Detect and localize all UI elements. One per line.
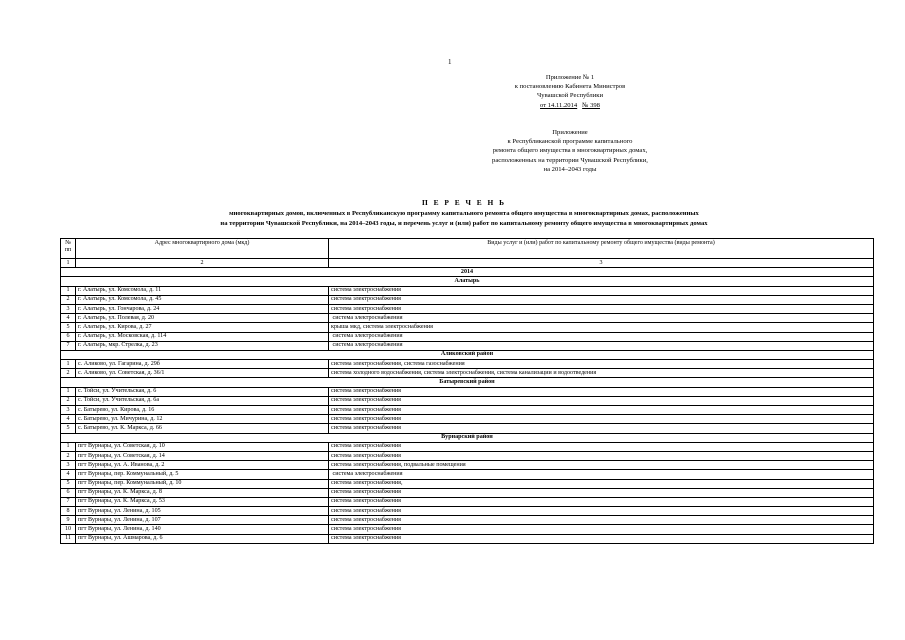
column-number-row [61,259,874,268]
row-works: система электроснабжения, подвальные помещения [329,461,874,470]
row-works: система электроснабжения [329,332,874,341]
row-works: система электроснабжения [329,442,874,451]
row-number: 11 [61,534,76,543]
row-works: система электроснабжения [329,341,874,350]
row-address: г. Алатырь, мкр. Стрелка, д. 23 [76,341,329,350]
column-number-1: 1 [61,259,76,268]
row-address: г. Алатырь, ул. Комсомола, д. 11 [76,286,329,295]
section-row [61,433,874,442]
row-works: система электроснабжения [329,525,874,534]
row-works: система электроснабжения [329,497,874,506]
row-number: 4 [61,415,76,424]
column-number-2: 2 [76,259,329,268]
row-address: с. Тойси, ул. Учительская, д. 6 [76,387,329,396]
table-row [61,424,874,433]
table-row [61,396,874,405]
row-works: система электроснабжения [329,534,874,543]
row-number: 10 [61,525,76,534]
row-address: с. Аликово, ул. Советская, д. 36/1 [76,369,329,378]
appendix-decree-block [460,73,680,110]
section-row [61,277,874,286]
row-number: 1 [61,286,76,295]
row-address: с. Аликово, ул. Гагарина, д. 29б [76,360,329,369]
table-row [61,451,874,460]
section-name: Алатырь [61,277,874,286]
row-works: система электроснабжения [329,424,874,433]
row-works: система электроснабжения [329,286,874,295]
table-row [61,470,874,479]
appendix-decree-line4 [460,101,680,110]
row-works: система электроснабжения [329,304,874,313]
row-number: 5 [61,479,76,488]
row-number: 1 [61,442,76,451]
row-number: 6 [61,488,76,497]
row-address: пгт Вурнары, ул. А. Иванова, д. 2 [76,461,329,470]
row-number: 7 [61,341,76,350]
row-address: пгт Вурнары, ул. Ленина, д. 105 [76,507,329,516]
row-number: 4 [61,314,76,323]
table-row [61,360,874,369]
row-number: 9 [61,516,76,525]
table-row [61,415,874,424]
section-name: Аликовский район [61,350,874,359]
table-row [61,387,874,396]
row-works: система электроснабжения [329,314,874,323]
row-number: 4 [61,470,76,479]
section-row [61,350,874,359]
row-address: пгт Вурнары, ул. К. Маркса, д. 53 [76,497,329,506]
year-row [61,268,874,277]
row-number: 7 [61,497,76,506]
row-number: 8 [61,507,76,516]
row-number: 3 [61,461,76,470]
row-number: 6 [61,332,76,341]
header-no: № пп [61,239,76,259]
row-number: 5 [61,424,76,433]
table-row [61,479,874,488]
row-address: г. Алатырь, ул. Кирова, д. 27 [76,323,329,332]
row-address: пгт Вурнары, пер. Коммунальный, д. 5 [76,470,329,479]
table-row [61,332,874,341]
row-works: система электроснабжения [329,470,874,479]
row-number: 2 [61,396,76,405]
table-row [61,507,874,516]
buildings-table [60,238,874,544]
row-address: с. Батырево, ул. Кирова, д. 16 [76,406,329,415]
decree-number: № 398 [582,101,600,109]
appendix-program-line1: Приложение [552,129,588,136]
table-row [61,516,874,525]
row-works: система холодного водоснабжения, система электроснабжения, система канализации и водоотведения [329,369,874,378]
section-name: Батыревский район [61,378,874,387]
row-address: г. Алатырь, ул. Комсомола, д. 45 [76,295,329,304]
row-works: система электроснабжения [329,415,874,424]
row-works: система электроснабжения [329,387,874,396]
appendix-decree-line2: к постановлению Кабинета Министров [514,83,626,91]
decree-date: от 14.11.2014 [540,101,578,109]
row-works: система электроснабжения [329,406,874,415]
table-row [61,497,874,506]
header-address: Адрес многоквартирного дома (мкд) [76,239,329,259]
row-number: 1 [61,387,76,396]
table-row [61,304,874,313]
table-row [61,295,874,304]
appendix-program-line3: ремонта общего имущества в многоквартирных домах, [492,147,648,155]
table-row [61,488,874,497]
row-address: с. Батырево, ул. К. Маркса, д. 66 [76,424,329,433]
row-works: система электроснабжения [329,396,874,405]
row-works: система электроснабжения [329,516,874,525]
table-row [61,442,874,451]
row-number: 2 [61,295,76,304]
row-number: 2 [61,369,76,378]
row-address: г. Алатырь, ул. Московская, д. 114 [76,332,329,341]
row-address: г. Алатырь, ул. Полевая, д. 20 [76,314,329,323]
row-address: пгт Вурнары, ул. Ашмарова, д. 6 [76,534,329,543]
row-number: 1 [61,360,76,369]
row-address: пгт Вурнары, ул. Ленина, д. 140 [76,525,329,534]
row-address: пгт Вурнары, пер. Коммунальный, д. 10 [76,479,329,488]
row-works: система электроснабжения [329,488,874,497]
appendix-program-line4: расположенных на территории Чувашской Республики, [492,156,648,164]
table-row [61,314,874,323]
row-works: система электроснабжения, [329,479,874,488]
section-row [61,378,874,387]
table-row [61,406,874,415]
row-address: с. Тойси, ул. Учительская, д. 6а [76,396,329,405]
row-works: система электроснабжения [329,451,874,460]
document-subtitle [60,209,868,229]
row-works: система электроснабжения [329,507,874,516]
appendix-program-line5: на 2014–2043 годы [543,165,597,173]
subtitle-line2: на территории Чувашской Республики, на 2014–2043 годы, и перечень услуг и (или) работ по капитальному ремонту общего имущества в многоквартирных домах [220,220,708,227]
row-address: пгт Вурнары, ул. К. Маркса, д. 8 [76,488,329,497]
section-name: Вурнарский район [61,433,874,442]
page-number: 1 [448,58,452,66]
header-works: Виды услуг и (или) работ по капитальному ремонту общего имущества (виды ремонта) [329,239,874,259]
row-address: пгт Вурнары, ул. Ленина, д. 107 [76,516,329,525]
table-row [61,369,874,378]
row-number: 2 [61,451,76,460]
table-header-row [61,239,874,259]
row-works: система электроснабжения [329,295,874,304]
row-address: пгт Вурнары, ул. Советская, д. 10 [76,442,329,451]
table-body [61,239,874,544]
table-row [61,461,874,470]
document-title: П Е Р Е Ч Е Н Ь [421,198,507,207]
appendix-decree-line3: Чувашской Республики [537,92,603,100]
table-row [61,286,874,295]
row-works: система электроснабжения, система газоснабжения [329,360,874,369]
appendix-program-block [460,128,680,174]
row-number: 3 [61,304,76,313]
column-number-3: 3 [329,259,874,268]
row-address: с. Батырево, ул. Мичурина, д. 12 [76,415,329,424]
year-label: 2014 [61,268,874,277]
appendix-program-line2: к Республиканской программе капитального [507,138,633,146]
row-works: крыша мкд, система электроснабжения [329,323,874,332]
table-row [61,323,874,332]
appendix-decree-line1: Приложение № 1 [545,74,595,81]
subtitle-line1: многоквартирных домов, включенных в Республиканскую программу капитального ремонта общего имущества в многоквартирных домах, расположенных [229,210,699,217]
row-number: 3 [61,406,76,415]
row-address: г. Алатырь, ул. Гончарова, д. 24 [76,304,329,313]
table-row [61,341,874,350]
table-row [61,534,874,543]
row-address: пгт Вурнары, ул. Советская, д. 14 [76,451,329,460]
table-row [61,525,874,534]
row-number: 5 [61,323,76,332]
